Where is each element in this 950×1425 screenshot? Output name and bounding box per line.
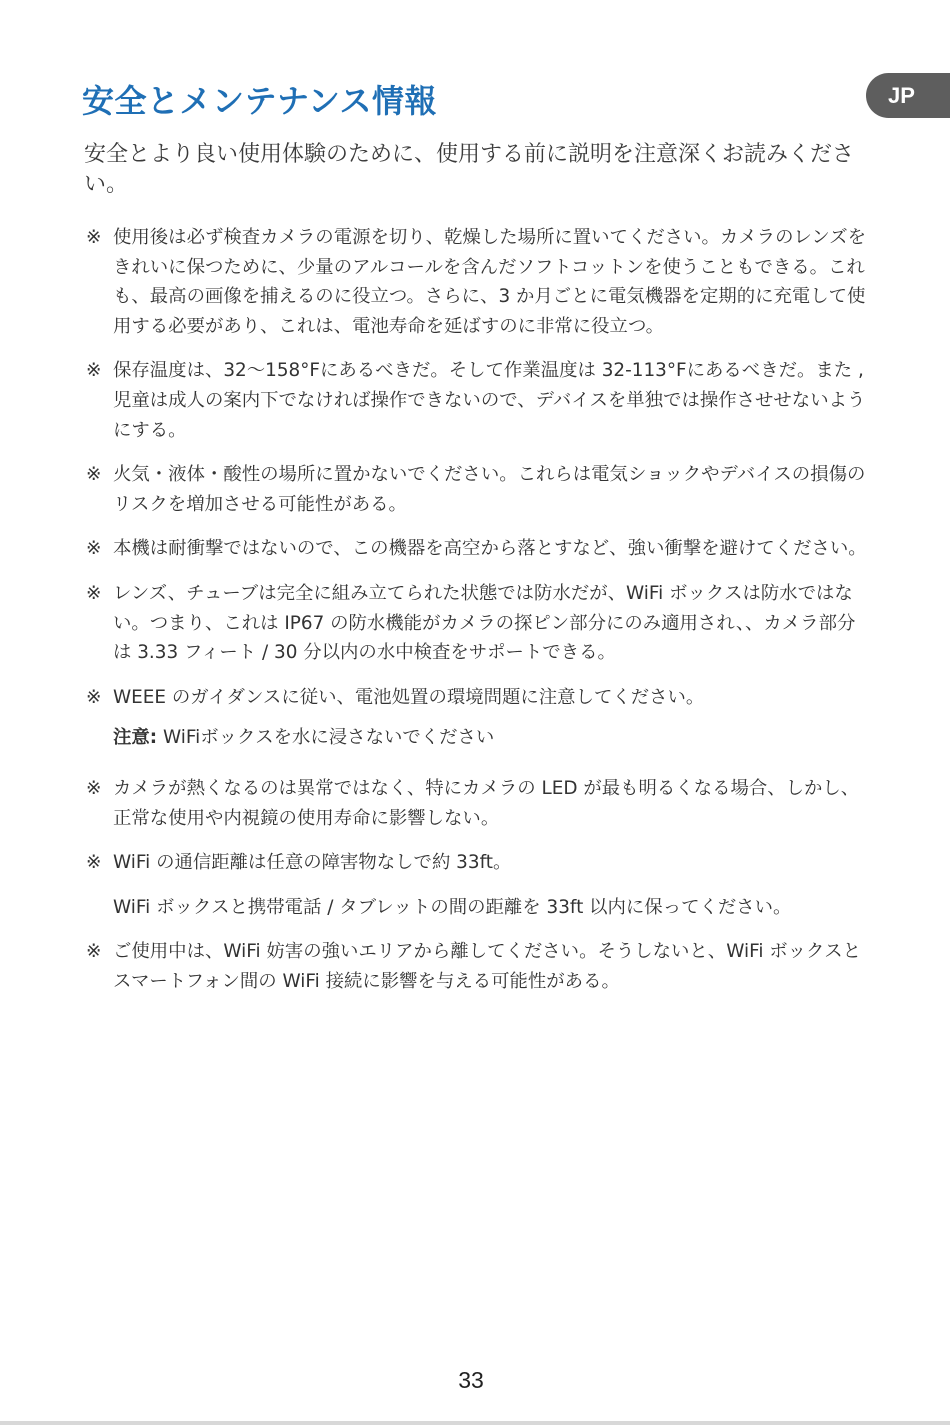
safety-note — [86, 848, 872, 878]
safety-note — [86, 460, 872, 519]
reference-mark: ※ — [86, 777, 102, 799]
note-text: 火気・液体・酸性の場所に置かないでください。これらは電気ショックやデバイスの損傷のリスクを増加させる可能性がある。 — [113, 464, 866, 515]
note-text: 保存温度は、32〜158°Fにあるべきだ。そして作業温度は 32-113°Fにあるべきだ。また , 児童は成人の案内下でなければ操作できないので、デバイスを単独では操作させせないようにする。 — [113, 360, 866, 441]
note-text: ご使用中は、WiFi 妨害の強いエリアから離してください。そうしないと、WiFi ボックスとスマートフォン間の WiFi 接続に影響を与える可能性がある。 — [113, 941, 862, 992]
reference-mark: ※ — [86, 360, 102, 382]
safety-note — [86, 683, 872, 713]
page-title: 安全とメンテナンス情報 — [82, 82, 437, 120]
reference-mark: ※ — [86, 582, 102, 604]
reference-mark: ※ — [86, 941, 102, 963]
reference-mark: ※ — [86, 227, 102, 248]
reference-mark: ※ — [86, 686, 102, 708]
safety-notes-list — [86, 223, 872, 1011]
safety-note — [86, 579, 872, 668]
wifi-distance-note: WiFi ボックスと携帯電話 / タブレットの間の距離を 33ft 以内に保ってください。 — [113, 896, 792, 918]
note-text: 本機は耐衝撃ではないので、この機器を高空から落とすなど、強い衝撃を避けてください。 — [113, 538, 867, 560]
reference-mark: ※ — [86, 464, 102, 486]
note-text: WiFi の通信距離は任意の障害物なしで約 33ft。 — [113, 852, 512, 874]
note-text: カメラが熱くなるのは異常ではなく、特にカメラの LED が最も明るくなる場合、しかし、正常な使用や内視鏡の使用寿命に影響しない。 — [113, 777, 860, 829]
safety-note — [86, 937, 872, 996]
bottom-divider — [0, 1421, 950, 1425]
safety-note — [86, 223, 872, 341]
caution-label: 注意: — [113, 727, 158, 749]
safety-note — [86, 774, 872, 833]
note-text: レンズ、チューブは完全に組み立てられた状態では防水だが、WiFi ボックスは防水ではない。つまり、これは IP67 の防水機能がカメラの探ピン部分にのみ適用され、、カメラ部分は 3.33 フィート / 30 分以内の水中検査をサポートできる。 — [113, 582, 856, 664]
language-tab: JP — [866, 73, 950, 118]
safety-note — [86, 534, 872, 564]
note-text: WEEE のガイダンスに従い、電池処置の環境問題に注意してください。 — [113, 686, 705, 708]
note-text: 使用後は必ず検査カメラの電源を切り、乾燥した場所に置いてください。カメラのレンズをきれいに保つために、少量のアルコールを含んだソフトコットンを使うこともできる。これも、最高の画像を捕えるのに役立つ。さらに、3 か月ごとに電気機器を定期的に充電して使用する必要があり、これは、電池寿命を延ばすのに非常に役立つ。 — [113, 227, 867, 337]
caution-text: WiFiボックスを水に浸さないでください — [163, 727, 495, 749]
reference-mark: ※ — [86, 538, 102, 560]
caution-note — [86, 723, 872, 753]
intro-text: 安全とより良い使用体験のために、使用する前に説明を注意深くお読みください。 — [84, 142, 855, 197]
page-number: 33 — [458, 1367, 484, 1393]
safety-note — [86, 356, 872, 445]
reference-mark: ※ — [86, 852, 102, 874]
